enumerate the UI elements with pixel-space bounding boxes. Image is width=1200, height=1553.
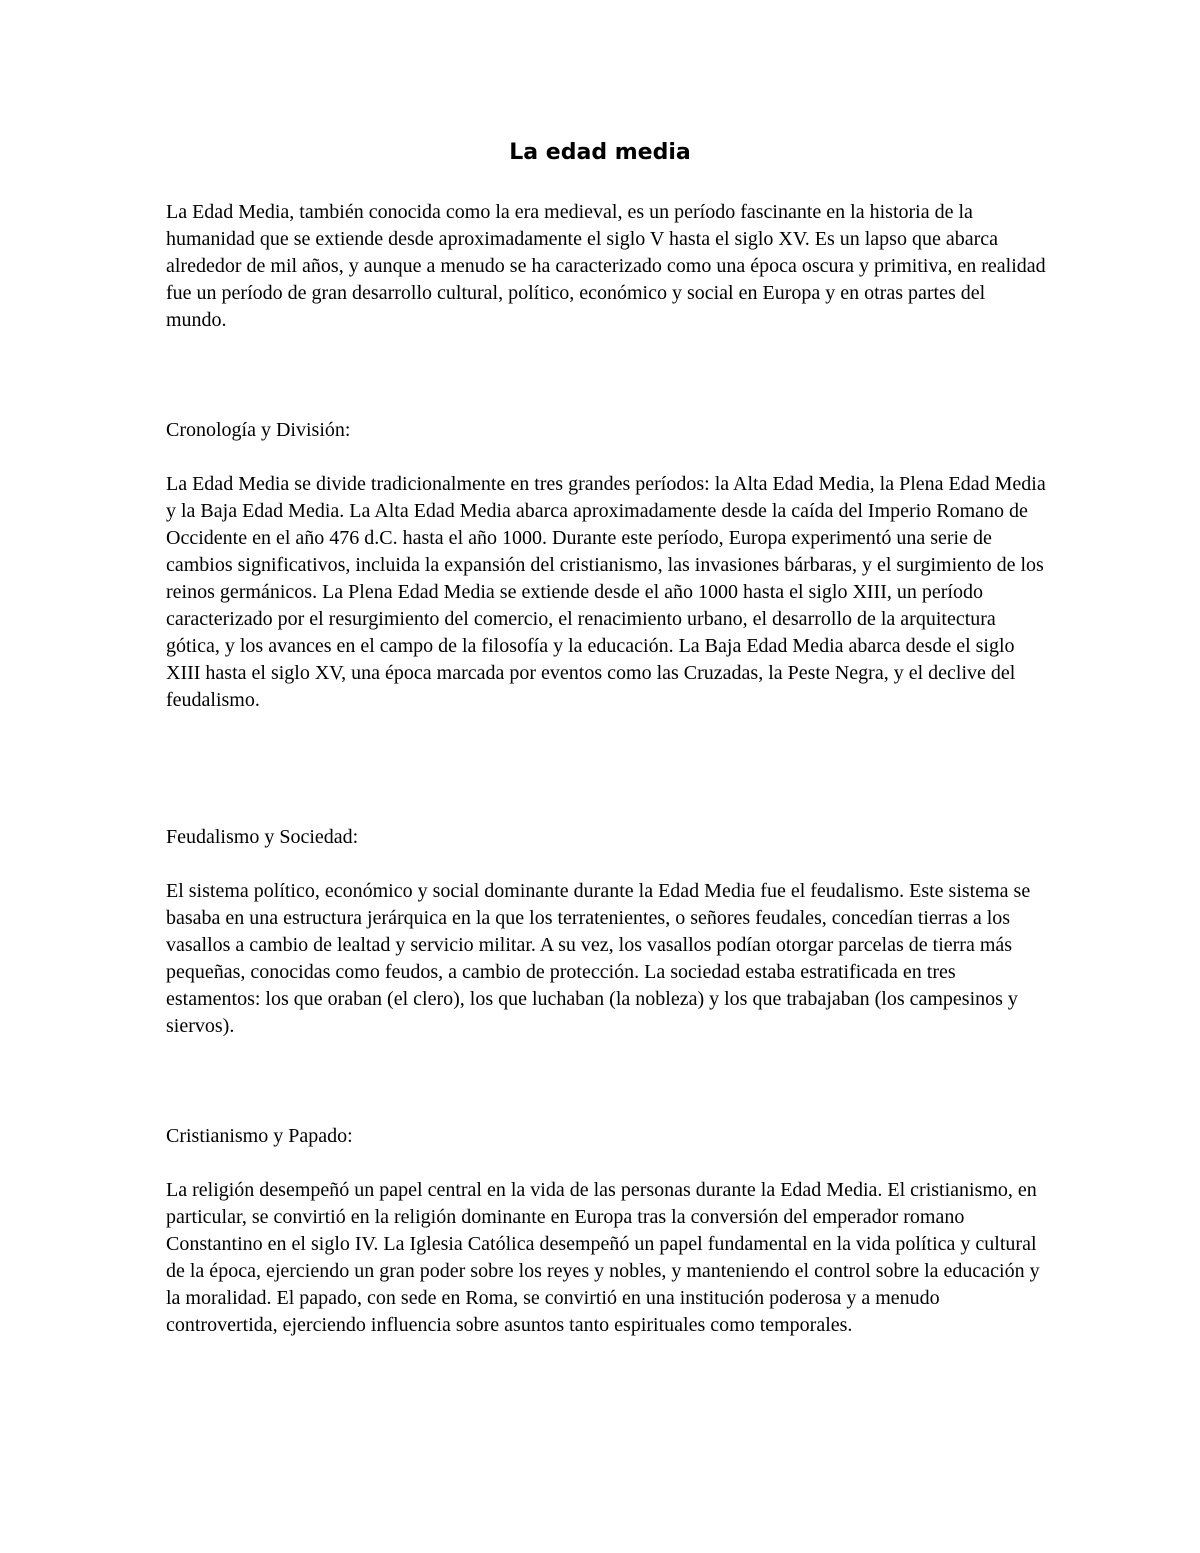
section-heading-cristianismo: Cristianismo y Papado: xyxy=(166,1125,353,1147)
section-body-cristianismo: La religión desempeñó un papel central en la vida de las personas durante la Edad Media. El cristianismo, en particular, se convirtió en la religión dominante en Europa tras la conversión del emperador romano Constantino en el siglo IV. La Iglesia Católica desempeñó un papel fundamental en la vida política y cultural de la época, ejerciendo un gran poder sobre los reyes y nobles, y manteniendo el control sobre la educación y la moralidad. El papado, con sede en Roma, se convirtió en una institución poderosa y a menudo controvertida, ejerciendo influencia sobre asuntos tanto espirituales como temporales. xyxy=(166,1179,1040,1336)
section-heading-feudalismo: Feudalismo y Sociedad: xyxy=(166,826,359,848)
section-heading-cronologia: Cronología y División: xyxy=(166,419,351,441)
document-title: La edad media xyxy=(509,140,691,165)
intro-paragraph: La Edad Media, también conocida como la era medieval, es un período fascinante en la historia de la humanidad que se extiende desde aproximadamente el siglo V hasta el siglo XV. Es un lapso que abarca alrededor de mil años, y aunque a menudo se ha caracterizado como una época oscura y primitiva, en realidad fue un período de gran desarrollo cultural, político, económico y social en Europa y en otras partes del mundo. xyxy=(166,201,1046,331)
section-body-cronologia: La Edad Media se divide tradicionalmente en tres grandes períodos: la Alta Edad Media, la Plena Edad Media y la Baja Edad Media. La Alta Edad Media abarca aproximadamente desde la caída del Imperio Romano de Occidente en el año 476 d.C. hasta el año 1000. Durante este período, Europa experimentó una serie de cambios significativos, incluida la expansión del cristianismo, las invasiones bárbaras, y el surgimiento de los reinos germánicos. La Plena Edad Media se extiende desde el año 1000 hasta el siglo XIII, un período caracterizado por el resurgimiento del comercio, el renacimiento urbano, el desarrollo de la arquitectura gótica, y los avances en el campo de la filosofía y la educación. La Baja Edad Media abarca desde el siglo XIII hasta el siglo XV, una época marcada por eventos como las Cruzadas, la Peste Negra, y el declive del feudalismo. xyxy=(166,473,1046,711)
section-body-feudalismo: El sistema político, económico y social dominante durante la Edad Media fue el feudalismo. Este sistema se basaba en una estructura jerárquica en la que los terratenientes, o señores feudales, concedían tierras a los vasallos a cambio de lealtad y servicio militar. A su vez, los vasallos podían otorgar parcelas de tierra más pequeñas, conocidas como feudos, a cambio de protección. La sociedad estaba estratificada en tres estamentos: los que oraban (el clero), los que luchaban (la nobleza) y los que trabajaban (los campesinos y siervos). xyxy=(166,880,1031,1037)
